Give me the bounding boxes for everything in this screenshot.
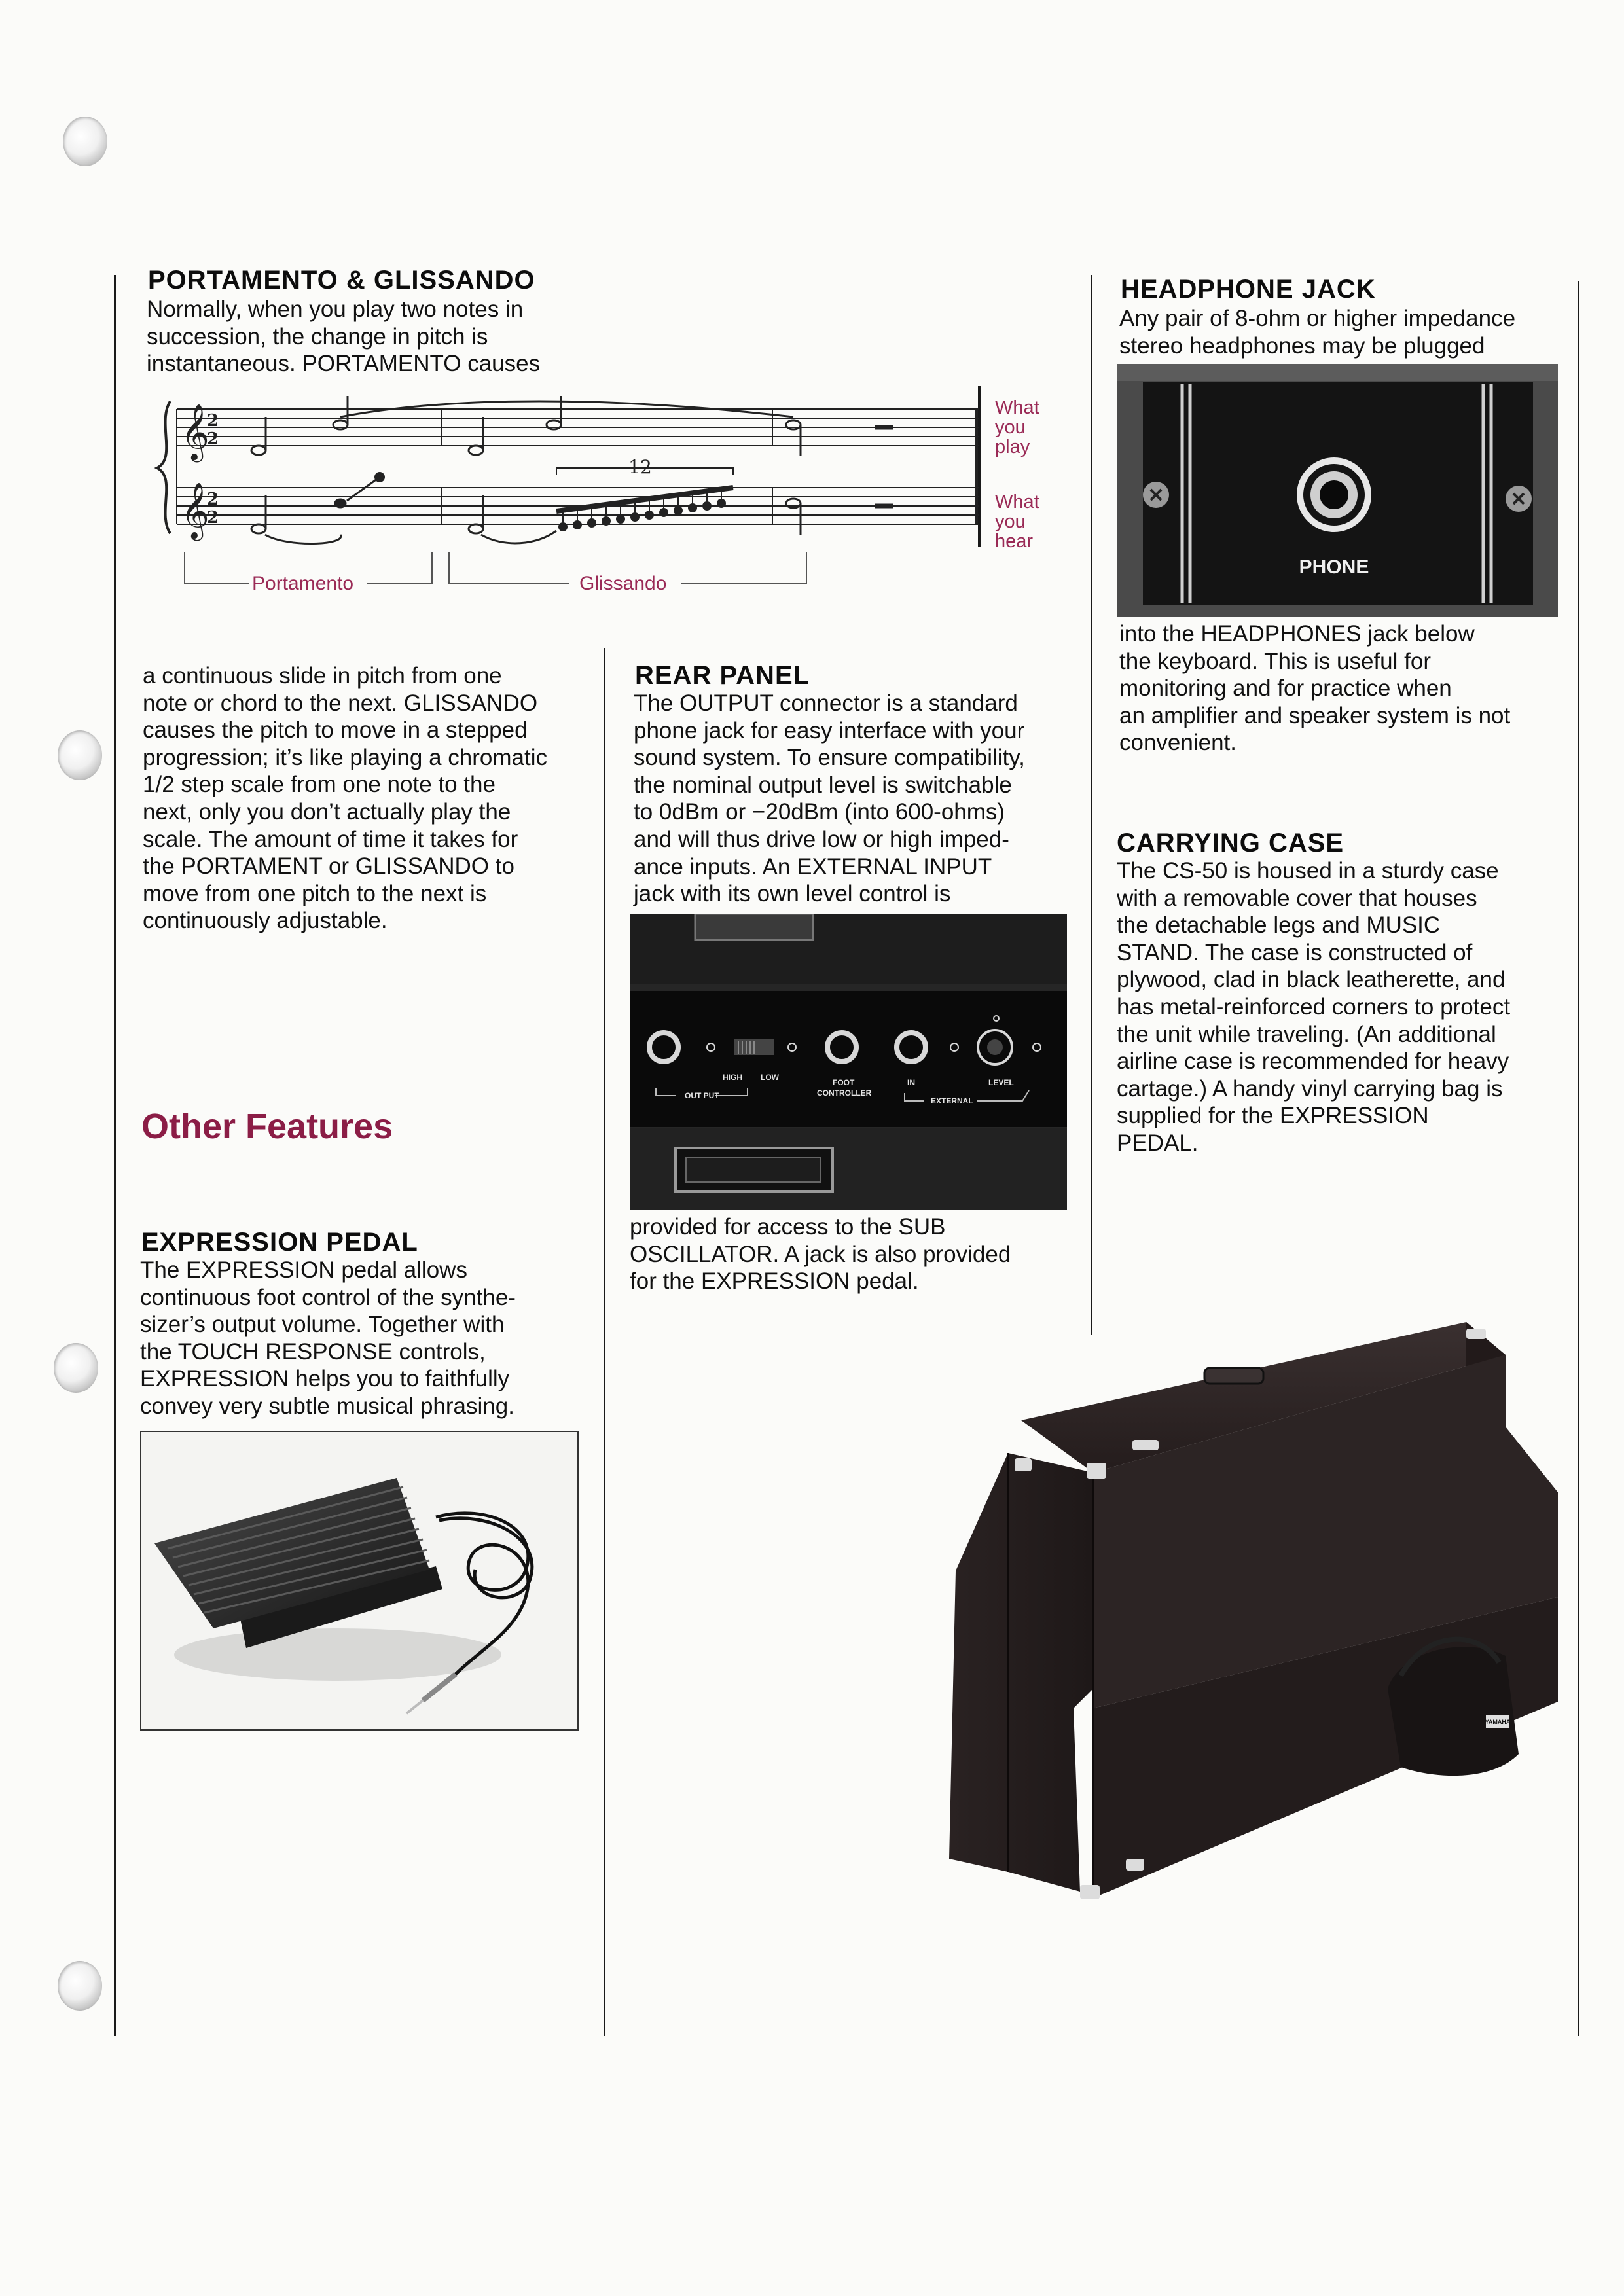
panel-label-controller: CONTROLLER [817,1088,872,1098]
text-line: sizer’s output volume. Together with [140,1312,505,1338]
text-line: and will thus drive low or high imped- [634,826,1009,852]
svg-text:2: 2 [207,411,219,431]
text-line: phone jack for easy interface with your [634,717,1025,744]
carrying-case-photo [929,1322,1571,1911]
text-line: cartage.) A handy vinyl carrying bag is [1117,1075,1503,1102]
text-line: for the EXPRESSION pedal. [630,1268,919,1295]
text-line: the keyboard. This is useful for [1119,648,1431,674]
label-line: you [995,511,1026,532]
portamento-continued [143,662,547,935]
text-line: Any pair of 8-ohm or higher impedance [1119,306,1516,331]
text-line: convey very subtle musical phrasing. [140,1393,514,1419]
rear-panel-text-continued [630,1213,1011,1295]
caption-glissando: Glissando [579,573,667,594]
rear-panel-heading: REAR PANEL [635,661,810,690]
panel-label-level: LEVEL [988,1078,1014,1087]
punch-hole [63,117,107,166]
text-line: PEDAL. [1117,1130,1199,1156]
portamento-heading: PORTAMENTO & GLISSANDO [148,266,535,295]
headphone-text-continued [1119,620,1510,757]
column-rule-left [114,275,116,2036]
expression-text [140,1257,516,1420]
text-line: jack with its own level control is [634,881,951,907]
text-line: next, only you don’t actually play the [143,798,511,825]
panel-label-output: OUT PUT [685,1091,719,1100]
text-line: move from one pitch to the next is [143,880,487,906]
text-line: OSCILLATOR. A jack is also provided [630,1241,1011,1267]
text-line: Normally, when you play two notes in [147,296,524,322]
phone-label: PHONE [1299,556,1369,578]
text-line: to 0dBm or −20dBm (into 600-ohms) [634,799,1005,825]
caption-portamento: Portamento [252,573,354,594]
text-line: The CS-50 is housed in a sturdy case [1117,858,1499,884]
text-line: plywood, clad in black leatherette, and [1117,967,1506,993]
headphone-heading: HEADPHONE JACK [1121,275,1376,304]
text-line: 1/2 step scale from one note to the [143,772,496,798]
text-line: airline case is recommended for heavy [1117,1049,1509,1075]
svg-text:2: 2 [207,490,219,509]
label-line: hear [995,531,1034,552]
rear-panel-text [634,690,1025,908]
text-line: supplied for the EXPRESSION [1117,1103,1429,1129]
text-line: note or chord to the next. GLISSANDO [143,690,538,716]
text-line: monitoring and for practice when [1119,675,1452,702]
label-line: you [995,417,1026,438]
svg-text:2: 2 [207,429,219,449]
text-line: instantaneous. PORTAMENTO causes [147,351,541,377]
text-line: has metal-reinforced corners to protect [1117,994,1511,1020]
text-line: continuously adjustable. [143,908,388,934]
punch-hole [54,1343,98,1393]
expression-heading: EXPRESSION PEDAL [141,1228,418,1257]
text-line: the detachable legs and MUSIC [1117,912,1441,939]
text-line: STAND. The case is constructed of [1117,939,1473,965]
text-line: the unit while traveling. (An additional [1117,1021,1496,1047]
label-line: What [995,397,1039,418]
panel-label-external: EXTERNAL [931,1096,973,1105]
tuplet-number: 12 [628,456,652,478]
carrying-case-text [1117,857,1510,1157]
label-what-you-play [995,398,1039,457]
text-line: with a removable cover that houses [1117,885,1477,911]
text-line: sound system. To ensure compatibility, [634,745,1025,771]
text-line: into the HEADPHONES jack below [1119,621,1475,647]
text-line: causes the pitch to move in a stepped [143,717,528,744]
svg-text:𝄞: 𝄞 [181,404,209,460]
text-line: stereo headphones may be plugged [1119,332,1485,359]
text-line: the PORTAMENT or GLISSANDO to [143,853,514,880]
headphone-intro [1119,305,1515,359]
text-line: convenient. [1119,730,1237,756]
music-notation-figure [151,396,982,612]
headphone-jack-photo [1117,364,1558,617]
label-line: What [995,492,1039,512]
text-line: continuous foot control of the synthe- [140,1284,516,1310]
panel-label-foot: FOOT [833,1078,855,1087]
text-line: an amplifier and speaker system is not [1119,702,1511,728]
label-line: play [995,437,1030,457]
expression-pedal-photo [140,1431,579,1731]
text-line: progression; it’s like playing a chromatic [143,744,547,770]
rear-panel-photo [630,914,1067,1210]
text-line: provided for access to the SUB [630,1214,946,1240]
text-line: the nominal output level is switchable [634,772,1012,798]
text-line: the TOUCH RESPONSE controls, [140,1338,486,1365]
carrying-case-heading: CARRYING CASE [1117,829,1344,857]
panel-label-high: HIGH [723,1073,742,1082]
panel-label-low: LOW [761,1073,779,1082]
text-line: The EXPRESSION pedal allows [140,1257,467,1283]
text-line: ance inputs. An EXTERNAL INPUT [634,853,992,880]
svg-text:2: 2 [207,508,219,528]
text-line: scale. The amount of time it takes for [143,826,518,852]
panel-label-in: IN [907,1078,915,1087]
text-line: a continuous slide in pitch from one [143,663,502,689]
column-rule-right [1578,281,1579,2036]
svg-text:𝄞: 𝄞 [181,482,209,539]
other-features-title: Other Features [141,1107,393,1146]
column-rule-center-right [1091,275,1092,1335]
portamento-intro [147,296,540,378]
text-line: The OUTPUT connector is a standard [634,691,1018,716]
text-line: succession, the change in pitch is [147,323,488,350]
label-what-you-hear [995,492,1039,551]
bag-logo: YAMAHA [1485,1719,1511,1725]
text-line: EXPRESSION helps you to faithfully [140,1366,510,1392]
punch-hole [58,730,102,780]
punch-hole [58,1961,102,2011]
column-rule-middle [604,648,605,2036]
